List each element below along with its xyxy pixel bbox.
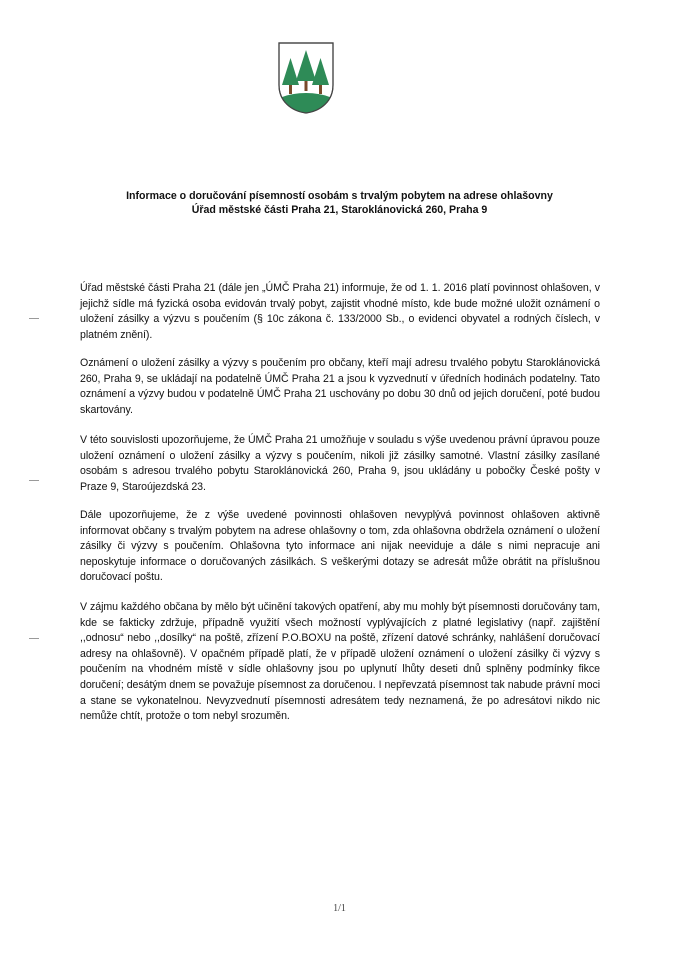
paragraph-1: Úřad městské části Praha 21 (dále jen „ÚMČ Praha 21) informuje, že od 1. 1. 2016 platí povinnost ohlašoven, v jejichž sídle má fyzická osoba evidován trvalý pobyt, zajistit vhodné místo, kde bude možné uložit oznámení o uložení zásilky a výzvu s poučením (§ 10c zákona č. 133/2000 Sb., o evidenci obyvatel a rodných číslech, v platném znění). (80, 282, 600, 341)
coat-of-arms-icon (277, 41, 335, 115)
document-title (60, 189, 619, 217)
title-line-1: Informace o doručování písemností osobám s trvalým pobytem na adrese ohlašovny (126, 190, 553, 202)
title-line-2: Úřad městské části Praha 21, Staroklánovická 260, Praha 9 (191, 204, 488, 216)
paragraph-5: V zájmu každého občana by mělo být učinění takových opatření, aby mu mohly být písemnosti doručovány tam, kde se fakticky zdržuje, případně využití všech možností vyplývajících z platné legislativy (např. zajištění ,,odnosu“ nebo ,,dosílky“ na poště, zřízení P.O.BOXU na poště, zřízení datové schránky, nahlášení doručovací adresy na ohlašovně). V opačném případě platí, že v případě uložení oznámení o uložení zásilky či výzvy s poučením na vhodném místě v sídle ohlašovny jsou po uplynutí lhůty deseti dnů splněny podmínky fikce doručení; desátým dnem se považuje písemnost za doručenou. I nepřevzatá písemnost tak nabude právní moci a stane se vykonatelnou. Nevyzvednutí písemnosti adresátem tedy neznamená, že po adresátovi nikdo nic nemůže chtít, protože o tom nebyl srozuměn. (80, 601, 600, 723)
fold-mark (29, 480, 39, 481)
paragraph-2: Oznámení o uložení zásilky a výzvy s poučením pro občany, kteří mají adresu trvalého pobytu Staroklánovická 260, Praha 9, se ukládají na podatelně ÚMČ Praha 21 a jsou k vyzvednutí v úředních hodinách podatelny. Tato oznámení a výzvy budou v podatelně ÚMČ Praha 21 uschovány po dobu 30 dnů od jejich doručení, poté budou skartovány. (80, 357, 600, 416)
page-number: 1/1 (333, 903, 346, 914)
paragraph-4: Dále upozorňujeme, že z výše uvedené povinnosti ohlašoven nevyplývá povinnost ohlašoven aktivně informovat občany s trvalým pobytem na adrese ohlašovny o tom, zda ohlašovna obdržela oznámení o uložení zásilky či výzvy s poučením. Ohlašovna tyto informace ani nijak neeviduje a dále s nimi nepracuje ani neposkytuje informace o doručovaných zásilkách. S veškerými dotazy se adresát může obrátit na příslušnou doručovací poštu. (80, 509, 600, 584)
fold-mark (29, 638, 39, 639)
paragraph-3: V této souvislosti upozorňujeme, že ÚMČ Praha 21 umožňuje v souladu s výše uvedenou právní úpravou pouze uložení oznámení o uložení zásilky a výzvy s poučením, nikoli již zásilky samotné. Vlastní zásilky zasílané osobám s adresou trvalého pobytu Staroklánovická 260, Praha 9, jsou ukládány u pobočky České pošty v Praze 9, Staroújezdská 23. (80, 434, 600, 493)
fold-mark (29, 318, 39, 319)
